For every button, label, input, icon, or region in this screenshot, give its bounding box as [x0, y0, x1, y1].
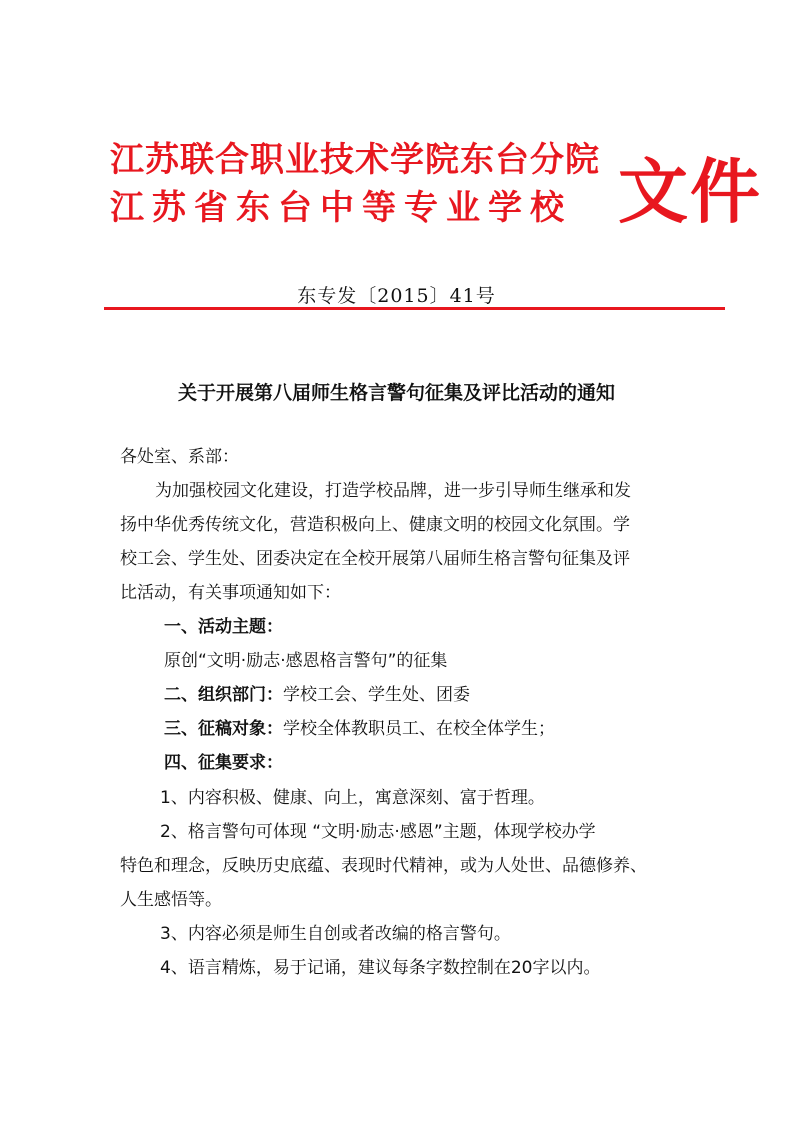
requirement-2-cont-1: 特色和理念，反映历史底蕴、表现时代精神，或为人处世、品德修养、	[120, 856, 647, 876]
section-2	[164, 680, 470, 705]
red-divider-line	[104, 307, 725, 310]
section-3-text: 学校全体教职员工、在校全体学生；	[283, 719, 555, 739]
document-number: 东专发〔2015〕41号	[297, 285, 496, 307]
intro-line-3: 校工会、学生处、团委决定在全校开展第八届师生格言警句征集及评	[120, 549, 630, 569]
requirement-1: 1、内容积极、健康、向上，寓意深刻、富于哲理。	[160, 788, 545, 808]
salutation: 各处室、系部：	[120, 447, 239, 467]
org-name-line-1: 江苏联合职业技术学院东台分院	[110, 140, 600, 180]
section-2-text: 学校工会、学生处、团委	[283, 685, 470, 705]
section-4-heading: 四、征集要求：	[164, 753, 283, 773]
org-name-line-2: 江苏省东台中等专业学校	[110, 188, 572, 228]
requirement-4: 4、语言精炼，易于记诵，建议每条字数控制在20字以内。	[160, 958, 601, 978]
intro-line-4: 比活动，有关事项通知如下：	[120, 583, 341, 603]
intro-line-2: 扬中华优秀传统文化，营造积极向上、健康文明的校园文化氛围。学	[120, 515, 630, 535]
section-2-heading: 二、组织部门：	[164, 685, 283, 705]
section-3	[164, 714, 555, 739]
intro-line-1: 为加强校园文化建设，打造学校品牌，进一步引导师生继承和发	[155, 481, 631, 501]
section-1-text: 原创“文明·励志·感恩格言警句”的征集	[164, 651, 448, 671]
document-type-label: 文件	[618, 150, 762, 233]
requirement-2-cont-2: 人生感悟等。	[120, 890, 222, 910]
requirement-2: 2、格言警句可体现 “文明·励志·感恩”主题，体现学校办学	[160, 822, 596, 842]
section-1-heading: 一、活动主题：	[164, 617, 283, 637]
notice-title: 关于开展第八届师生格言警句征集及评比活动的通知	[177, 382, 615, 404]
requirement-3: 3、内容必须是师生自创或者改编的格言警句。	[160, 924, 511, 944]
section-3-heading: 三、征稿对象：	[164, 719, 283, 739]
